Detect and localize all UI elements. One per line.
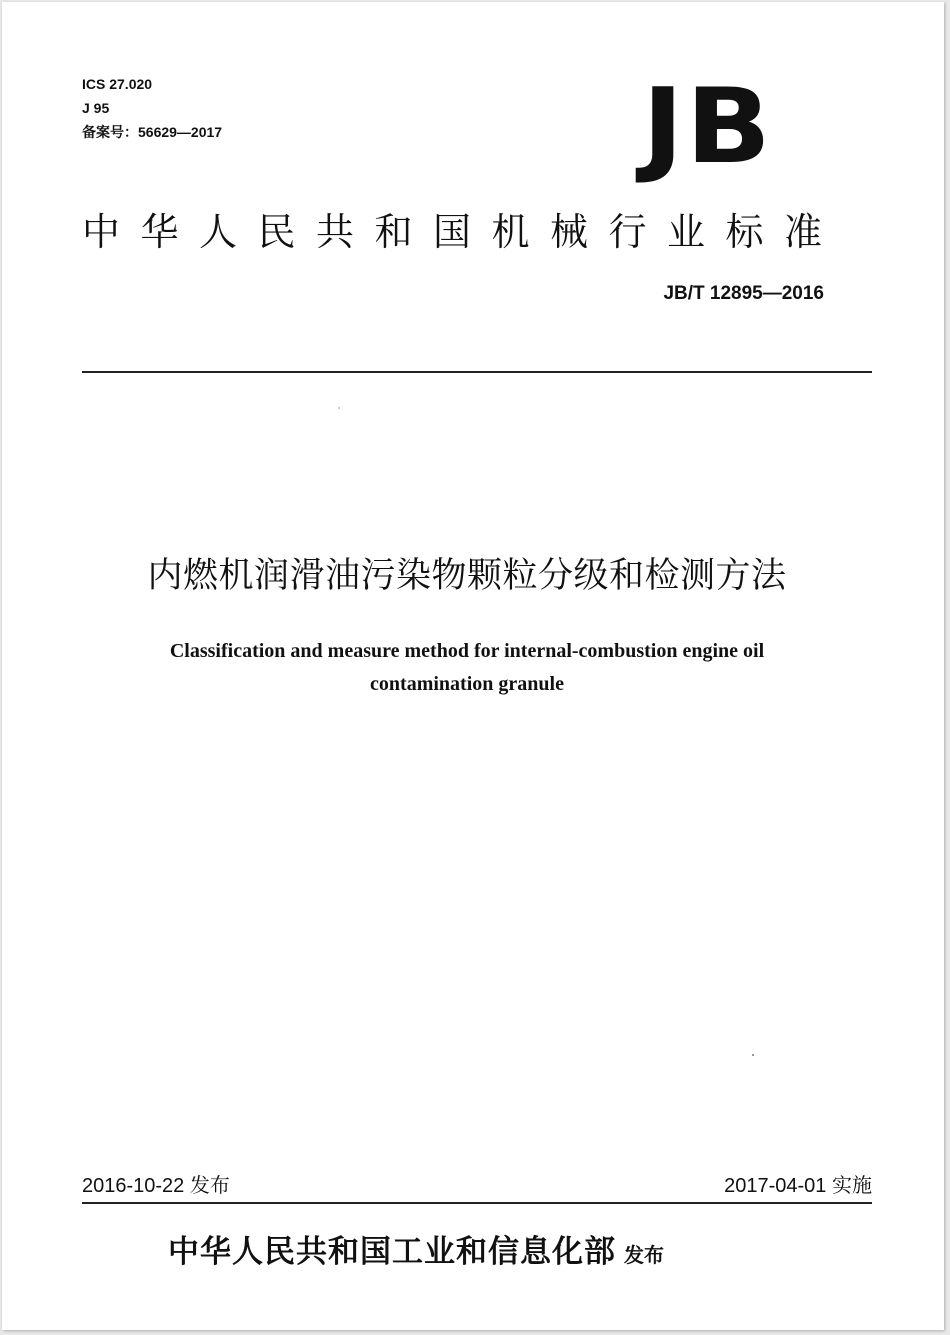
issuer-suffix: 发布	[624, 1243, 664, 1267]
footer-divider	[82, 1202, 872, 1204]
document-page	[2, 2, 944, 1330]
issuer-line	[168, 1230, 664, 1277]
classification-block	[82, 72, 222, 144]
standard-number: JB/T 12895—2016	[663, 283, 824, 304]
scan-speck	[752, 1054, 754, 1056]
class-code: J 95	[82, 100, 110, 116]
issuer-name: 中华人民共和国工业和信息化部	[168, 1234, 616, 1270]
jb-logo: JB	[642, 67, 774, 187]
scan-speck	[338, 407, 340, 409]
issue-date: 2016-10-22 发布	[82, 1175, 230, 1197]
english-title	[92, 635, 842, 701]
effective-date: 2017-04-01 实施	[724, 1175, 872, 1197]
ics-code: ICS 27.020	[82, 76, 153, 92]
org-standard-title: 中华人民共和国机械行业标准	[82, 210, 843, 254]
filing-number: 备案号：56629—2017	[82, 124, 223, 140]
header-divider	[82, 371, 872, 373]
chinese-title: 内燃机润滑油污染物颗粒分级和检测方法	[147, 556, 787, 596]
english-title-line-1: Classification and measure method for internal-combustion engine oil	[169, 640, 765, 662]
english-title-line-2: contamination granule	[370, 673, 564, 695]
